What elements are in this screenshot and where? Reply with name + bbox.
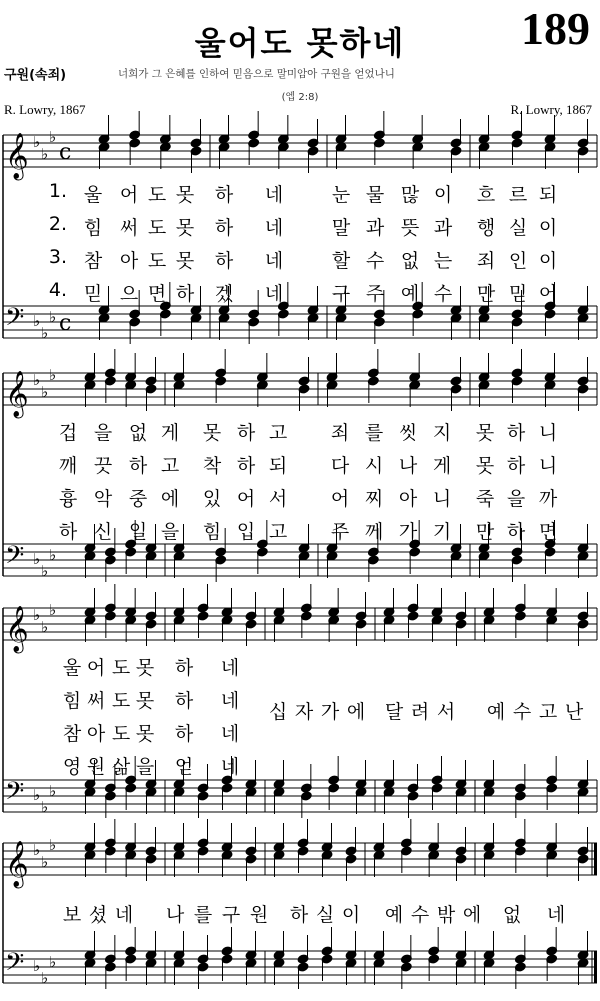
lyric-syllable: 말	[331, 217, 351, 239]
lyric-syllable: 아	[86, 723, 106, 745]
flat-icon: ♭	[33, 606, 41, 624]
flat-icon: ♭	[41, 618, 49, 636]
lyric-syllable: 입	[236, 521, 256, 543]
flat-icon: ♭	[33, 550, 41, 568]
lyric-syllable: 3.	[48, 246, 68, 268]
verse-line-4	[0, 517, 600, 541]
hymn-category: 구원(속죄)	[4, 68, 67, 83]
lyric-syllable: 못	[135, 690, 155, 712]
lyric-syllable: 있	[202, 488, 222, 510]
lyric-syllable: 어	[330, 488, 350, 510]
flat-icon: ♭	[33, 841, 41, 859]
verse-line-4	[0, 752, 600, 776]
lyric-syllable: 울	[62, 657, 82, 679]
lyric-syllable: 면	[538, 521, 558, 543]
lyric-syllable: 을	[135, 756, 155, 778]
lyric-syllable: 죄	[330, 422, 350, 444]
lyric-syllable: 십	[268, 701, 288, 723]
lyric-syllable: 도	[111, 657, 131, 679]
verse-line-3	[0, 246, 600, 270]
lyric-syllable: 난	[564, 701, 584, 723]
lyric-syllable: 겁	[58, 422, 78, 444]
lyric-syllable: 네	[220, 756, 240, 778]
lyric-syllable: 없	[400, 250, 420, 272]
lyric-syllable: 도	[147, 250, 167, 272]
lyric-syllable: 하	[214, 250, 234, 272]
flat-icon: ♭	[41, 145, 49, 163]
lyric-syllable: 고	[538, 701, 558, 723]
lyric-syllable: 없	[502, 904, 522, 926]
lyric-syllable: 씻	[398, 422, 418, 444]
lyric-syllable: 어	[86, 657, 106, 679]
lyric-syllable: 얻	[174, 756, 194, 778]
verse-line-1	[0, 653, 600, 677]
lyric-syllable: 인	[508, 250, 528, 272]
lyric-syllable: 을	[160, 521, 180, 543]
refrain-line	[0, 900, 600, 924]
flat-icon: ♭	[41, 853, 49, 871]
lyric-syllable: 흉	[58, 488, 78, 510]
hymn-title: 울어도 못하네	[194, 24, 406, 62]
flat-icon: ♭	[49, 953, 57, 971]
lyric-syllable: 고	[268, 422, 288, 444]
composer-credit-left: R. Lowry, 1867	[4, 102, 86, 117]
refrain-line	[0, 697, 600, 721]
lyric-syllable: 수	[433, 283, 453, 305]
lyric-syllable: 이	[538, 250, 558, 272]
lyric-syllable: 과	[433, 217, 453, 239]
lyric-syllable: 2.	[48, 213, 68, 235]
lyric-syllable: 못	[175, 250, 195, 272]
lyric-syllable: 참	[83, 250, 103, 272]
lyric-syllable: 힘	[62, 690, 82, 712]
lyric-syllable: 고	[268, 521, 288, 543]
lyric-syllable: 이	[433, 184, 453, 206]
lyric-syllable: 도	[111, 690, 131, 712]
flat-icon: ♭	[49, 546, 57, 564]
lyric-syllable: 하	[174, 723, 194, 745]
lyric-syllable: 뜻	[400, 217, 420, 239]
lyric-syllable: 니	[538, 455, 558, 477]
time-signature: c	[59, 311, 72, 336]
lyric-syllable: 하	[175, 283, 195, 305]
lyric-syllable: 착	[202, 455, 222, 477]
lyric-syllable: 기	[432, 521, 452, 543]
flat-icon: ♭	[33, 371, 41, 389]
lyric-syllable: 실	[315, 904, 335, 926]
lyric-syllable: 네	[264, 250, 284, 272]
lyric-syllable: 도	[111, 723, 131, 745]
lyric-syllable: 니	[538, 422, 558, 444]
lyric-syllable: 행	[476, 217, 496, 239]
verse-line-3	[0, 484, 600, 508]
lyric-syllable: 에	[462, 904, 482, 926]
lyric-syllable: 예	[486, 701, 506, 723]
lyric-syllable: 구	[331, 283, 351, 305]
lyric-syllable: 네	[264, 184, 284, 206]
lyric-syllable: 못	[135, 657, 155, 679]
lyric-syllable: 힘	[83, 217, 103, 239]
time-signature: c	[59, 140, 72, 165]
lyric-syllable: 어	[236, 488, 256, 510]
lyric-syllable: 자	[294, 701, 314, 723]
lyric-syllable: 과	[365, 217, 385, 239]
scripture-reference: (엡 2:8)	[281, 92, 319, 103]
lyric-syllable: 일	[128, 521, 148, 543]
treble-clef-icon: 𝄞	[5, 606, 29, 652]
lyric-syllable: 에	[346, 701, 366, 723]
composer-credit-right: R. Lowry, 1867	[510, 102, 592, 117]
lyric-syllable: 를	[193, 904, 213, 926]
lyric-syllable: 보	[62, 904, 82, 926]
flat-icon: ♭	[41, 969, 49, 987]
lyric-syllable: 어	[538, 283, 558, 305]
lyric-syllable: 중	[128, 488, 148, 510]
lyric-syllable: 1.	[48, 180, 68, 202]
lyric-syllable: 되	[268, 455, 288, 477]
lyric-syllable: 서	[436, 701, 456, 723]
lyric-syllable: 죽	[475, 488, 495, 510]
lyric-syllable: 써	[86, 690, 106, 712]
lyric-syllable: 셨	[88, 904, 108, 926]
bass-clef-icon: 𝄢	[5, 777, 25, 812]
lyric-syllable: 수	[410, 904, 430, 926]
lyric-syllable: 네	[264, 283, 284, 305]
lyric-syllable: 하	[236, 422, 256, 444]
lyric-syllable: 하	[174, 690, 194, 712]
lyric-syllable: 하	[506, 521, 526, 543]
scripture-verse: 너희가 그 은혜를 인하여 믿음으로 말미암아 구원을 얻었나니	[118, 68, 395, 80]
lyric-syllable: 께	[364, 521, 384, 543]
lyric-syllable: 네	[220, 690, 240, 712]
lyric-syllable: 못	[175, 217, 195, 239]
lyric-syllable: 게	[432, 455, 452, 477]
lyric-syllable: 못	[475, 422, 495, 444]
lyric-syllable: 믿	[83, 283, 103, 305]
lyric-syllable: 삶	[111, 756, 131, 778]
verse-line-4	[0, 279, 600, 303]
lyric-syllable: 하	[174, 657, 194, 679]
lyric-syllable: 못	[475, 455, 495, 477]
lyric-syllable: 네	[220, 657, 240, 679]
lyric-syllable: 가	[320, 701, 340, 723]
lyric-syllable: 눈	[331, 184, 351, 206]
lyric-syllable: 시	[364, 455, 384, 477]
flat-icon: ♭	[49, 836, 57, 854]
lyric-syllable: 를	[364, 422, 384, 444]
lyric-syllable: 울	[83, 184, 103, 206]
lyric-syllable: 예	[400, 283, 420, 305]
lyric-syllable: 도	[147, 217, 167, 239]
flat-icon: ♭	[33, 133, 41, 151]
flat-icon: ♭	[49, 366, 57, 384]
lyric-syllable: 하	[289, 904, 309, 926]
lyric-syllable: 네	[264, 217, 284, 239]
verse-line-2	[0, 213, 600, 237]
lyric-syllable: 네	[220, 723, 240, 745]
flat-icon: ♭	[49, 601, 57, 619]
flat-icon: ♭	[49, 308, 57, 326]
lyric-syllable: 못	[175, 184, 195, 206]
lyric-syllable: 에	[160, 488, 180, 510]
bass-clef-icon: 𝄢	[5, 948, 25, 983]
lyric-syllable: 면	[147, 283, 167, 305]
lyric-syllable: 도	[147, 184, 167, 206]
lyric-syllable: 나	[398, 455, 418, 477]
flat-icon: ♭	[33, 786, 41, 804]
lyric-syllable: 하	[128, 455, 148, 477]
lyric-syllable: 못	[202, 422, 222, 444]
lyric-syllable: 악	[93, 488, 113, 510]
lyric-syllable: 하	[506, 455, 526, 477]
lyric-syllable: 하	[58, 521, 78, 543]
lyric-syllable: 려	[410, 701, 430, 723]
lyric-syllable: 할	[331, 250, 351, 272]
flat-icon: ♭	[33, 957, 41, 975]
lyric-syllable: 니	[432, 488, 452, 510]
lyric-syllable: 신	[93, 521, 113, 543]
treble-clef-icon: 𝄞	[5, 133, 29, 179]
lyric-syllable: 수	[365, 250, 385, 272]
bass-clef-icon: 𝄢	[5, 303, 25, 338]
flat-icon: ♭	[33, 312, 41, 330]
lyric-syllable: 으	[119, 283, 139, 305]
lyric-syllable: 아	[119, 250, 139, 272]
lyric-syllable: 하	[214, 217, 234, 239]
lyric-syllable: 게	[160, 422, 180, 444]
lyric-syllable: 이	[341, 904, 361, 926]
lyric-syllable: 아	[398, 488, 418, 510]
lyric-syllable: 구	[221, 904, 241, 926]
treble-clef-icon: 𝄞	[5, 841, 29, 887]
lyric-syllable: 없	[128, 422, 148, 444]
lyric-syllable: 영	[62, 756, 82, 778]
lyric-syllable: 나	[165, 904, 185, 926]
lyric-syllable: 이	[538, 217, 558, 239]
lyric-syllable: 네	[546, 904, 566, 926]
lyric-syllable: 만	[475, 521, 495, 543]
lyric-syllable: 하	[236, 455, 256, 477]
lyric-syllable: 가	[398, 521, 418, 543]
lyric-syllable: 죄	[476, 250, 496, 272]
lyric-syllable: 원	[86, 756, 106, 778]
lyric-syllable: 서	[268, 488, 288, 510]
flat-icon: ♭	[41, 383, 49, 401]
lyric-syllable: 찌	[364, 488, 384, 510]
lyric-syllable: 밖	[436, 904, 456, 926]
lyric-syllable: 겠	[214, 283, 234, 305]
flat-icon: ♭	[41, 798, 49, 816]
lyric-syllable: 까	[538, 488, 558, 510]
lyric-syllable: 을	[93, 422, 113, 444]
lyric-syllable: 지	[432, 422, 452, 444]
lyric-syllable: 물	[365, 184, 385, 206]
lyric-syllable: 힘	[202, 521, 222, 543]
verse-line-1	[0, 180, 600, 204]
flat-icon: ♭	[49, 782, 57, 800]
lyric-syllable: 못	[135, 723, 155, 745]
flat-icon: ♭	[41, 562, 49, 580]
lyric-syllable: 끗	[93, 455, 113, 477]
flat-icon: ♭	[49, 128, 57, 146]
lyric-syllable: 주	[330, 521, 350, 543]
lyric-syllable: 을	[506, 488, 526, 510]
lyric-syllable: 주	[365, 283, 385, 305]
lyric-syllable: 4.	[48, 279, 68, 301]
lyric-syllable: 어	[119, 184, 139, 206]
lyric-syllable: 수	[512, 701, 532, 723]
verse-line-2	[0, 451, 600, 475]
verse-line-1	[0, 418, 600, 442]
lyric-syllable: 달	[384, 701, 404, 723]
lyric-syllable: 네	[114, 904, 134, 926]
lyric-syllable: 하	[214, 184, 234, 206]
bass-clef-icon: 𝄢	[5, 541, 25, 576]
lyric-syllable: 만	[476, 283, 496, 305]
lyric-syllable: 깨	[58, 455, 78, 477]
lyric-syllable: 다	[330, 455, 350, 477]
lyric-syllable: 되	[538, 184, 558, 206]
lyric-syllable: 원	[249, 904, 269, 926]
final-bar-line	[594, 951, 597, 983]
hymn-number: 189	[521, 3, 590, 54]
final-bar-line	[594, 843, 597, 875]
lyric-syllable: 믿	[508, 283, 528, 305]
lyric-syllable: 많	[400, 184, 420, 206]
lyric-syllable: 실	[508, 217, 528, 239]
lyric-syllable: 르	[508, 184, 528, 206]
lyric-syllable: 고	[160, 455, 180, 477]
lyric-syllable: 참	[62, 723, 82, 745]
flat-icon: ♭	[41, 324, 49, 342]
treble-clef-icon: 𝄞	[5, 371, 29, 417]
lyric-syllable: 흐	[476, 184, 496, 206]
lyric-syllable: 는	[433, 250, 453, 272]
lyric-syllable: 하	[506, 422, 526, 444]
lyric-syllable: 써	[119, 217, 139, 239]
lyric-syllable: 예	[384, 904, 404, 926]
